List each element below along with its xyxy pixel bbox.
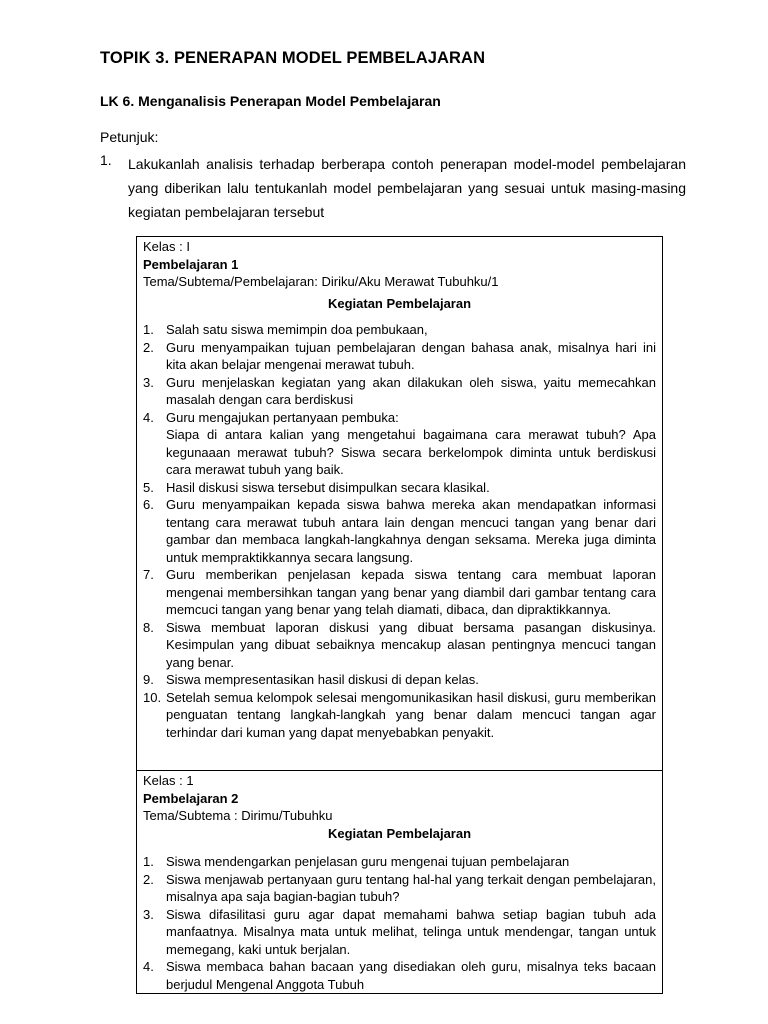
lesson-1-class: Kelas : I <box>143 239 190 254</box>
instructions-label: Petunjuk: <box>100 129 159 145</box>
list-item-number: 10. <box>143 689 162 705</box>
list-item <box>143 958 656 993</box>
list-item-text: Setelah semua kelompok selesai mengomunikasikan hasil diskusi, guru memberikan penguatan tentang langkah-langkah yang benar dalam mencuci tangan agar terhindar dari kuman yang dapat menyebabkan penyakit. <box>166 689 656 740</box>
list-item <box>143 906 656 959</box>
list-item <box>143 496 656 566</box>
list-item <box>143 671 656 689</box>
list-item <box>143 409 656 479</box>
list-item <box>143 689 656 742</box>
list-item-text: Siswa difasilitasi guru agar dapat memahami bahwa setiap bagian tubuh ada manfaatnya. Misalnya mata untuk melihat, telinga untuk mendengar, tangan untuk memegang, kaki untuk berjalan. <box>166 906 656 957</box>
lesson-1-title: Pembelajaran 1 <box>143 256 239 272</box>
list-item-text: Hasil diskusi siswa tersebut disimpulkan secara klasikal. <box>166 479 490 495</box>
list-item <box>143 374 656 409</box>
list-item <box>143 566 656 619</box>
list-item-text: Siswa membaca bahan bacaan yang disediakan oleh guru, misalnya teks bacaan berjudul Mengenal Anggota Tubuh <box>166 959 656 992</box>
lesson-1-box <box>136 236 663 771</box>
lesson-2-activity-list <box>143 853 656 993</box>
list-item-text: Siapa di antara kalian yang mengetahui bagaimana cara merawat tubuh? Apa kegunaaan merawat tubuh? Siswa secara berkelompok diminta untuk berdiskusi cara merawat tubuh yang baik. <box>166 427 656 477</box>
lesson-2-title: Pembelajaran 2 <box>143 790 239 806</box>
list-item-text: Guru menyampaikan kepada siswa bahwa mereka akan mendapatkan informasi tentang cara merawat tubuh antara lain dengan mencuci tangan yang benar dari gambar dan membaca langkah-langkahnya dengan seksama. Mereka juga diminta untuk mempraktikkannya secara langsung. <box>166 497 656 565</box>
list-item-text: Guru menjelaskan kegiatan yang akan dilakukan oleh siswa, yaitu memecahkan masalah dengan cara berdiskusi <box>166 374 656 407</box>
list-item <box>143 479 656 497</box>
list-item-number: 3. <box>143 374 154 390</box>
list-item-number: 9. <box>143 672 154 687</box>
lesson-2-activities-heading: Kegiatan Pembelajaran <box>327 825 472 841</box>
instruction-item <box>100 152 686 224</box>
list-item-text: Siswa mempresentasikan hasil diskusi di depan kelas. <box>166 672 479 687</box>
list-item-number: 5. <box>143 479 154 495</box>
worksheet-title: LK 6. Menganalisis Penerapan Model Pembelajaran <box>100 93 441 109</box>
list-item-number: 4. <box>143 959 154 974</box>
list-item <box>143 853 656 871</box>
lesson-1-activities-heading: Kegiatan Pembelajaran <box>327 295 472 311</box>
lesson-2-theme: Tema/Subtema : Dirimu/Tubuhku <box>143 808 333 823</box>
instruction-number: 1. <box>100 152 112 168</box>
lesson-1-theme: Tema/Subtema/Pembelajaran: Diriku/Aku Merawat Tubuhku/1 <box>143 274 499 289</box>
list-item-text: Siswa mendengarkan penjelasan guru mengenai tujuan pembelajaran <box>166 854 570 869</box>
list-item-number: 2. <box>143 339 154 355</box>
list-item <box>143 619 656 672</box>
list-item-text: Salah satu siswa memimpin doa pembukaan, <box>166 322 428 337</box>
list-item-number: 4. <box>143 409 154 425</box>
list-item-number: 8. <box>143 619 154 635</box>
list-item-number: 1. <box>143 322 154 337</box>
list-item-number: 7. <box>143 567 154 582</box>
list-item-text: Siswa menjawab pertanyaan guru tentang hal-hal yang terkait dengan pembelajaran, misalnya apa saja bagian-bagian tubuh? <box>166 871 656 904</box>
list-item-text: Guru mengajukan pertanyaan pembuka: <box>166 409 399 425</box>
lesson-2-box <box>136 770 663 994</box>
list-item <box>143 339 656 374</box>
list-item-text: Guru menyampaikan tujuan pembelajaran dengan bahasa anak, misalnya hari ini kita akan belajar mengenai merawat tubuh. <box>166 339 656 372</box>
instruction-text: Lakukanlah analisis terhadap berberapa contoh penerapan model-model pembelajaran yang diberikan lalu tentukanlah model pembelajaran yang sesuai untuk masing-masing kegiatan pembelajaran tersebut <box>128 156 686 220</box>
list-item-number: 6. <box>143 497 154 512</box>
lesson-2-class: Kelas : 1 <box>143 773 194 788</box>
list-item <box>143 321 656 339</box>
list-item-text: Guru memberikan penjelasan kepada siswa tentang cara membuat laporan mengenai membersihkan tangan yang benar yang diambil dari gambar tentang cara memcuci tangan yang benar yang telah diamati, dibaca, dan dipraktikkannya. <box>166 567 656 617</box>
lesson-1-activity-list <box>143 321 656 741</box>
list-item-number: 1. <box>143 854 154 869</box>
list-item <box>143 871 656 906</box>
list-item-number: 3. <box>143 906 154 922</box>
list-item-number: 2. <box>143 871 154 887</box>
list-item-text: Siswa membuat laporan diskusi yang dibuat bersama pasangan diskusinya. Kesimpulan yang dibuat sebaiknya mencakup alasan pentingnya mencuci tangan yang benar. <box>166 619 656 670</box>
page-title: TOPIK 3. PENERAPAN MODEL PEMBELAJARAN <box>100 49 486 67</box>
